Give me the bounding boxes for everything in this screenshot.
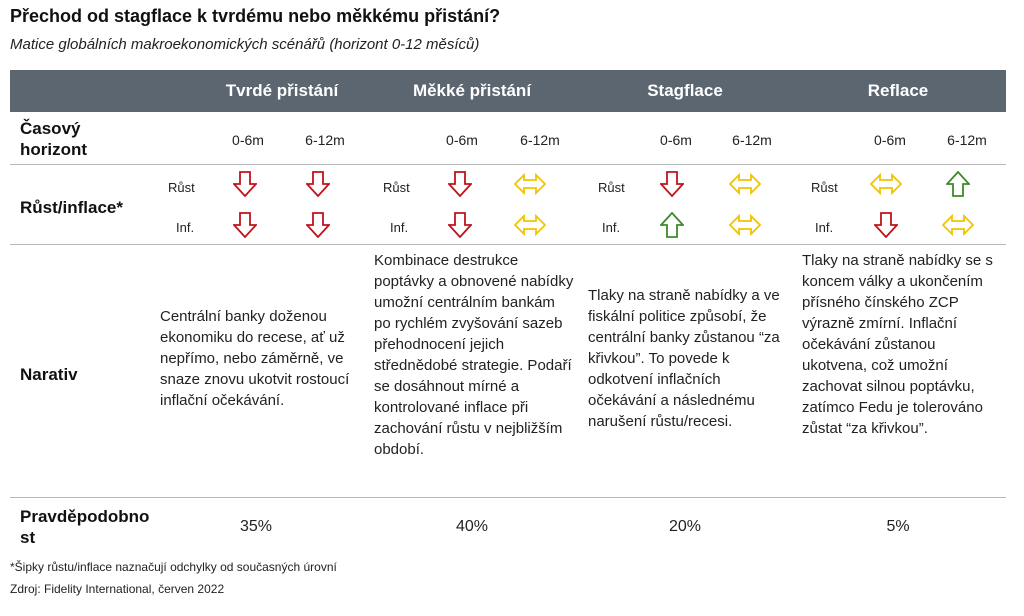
indicator-growth-label: Růst (383, 180, 410, 195)
narrative-stagflation: Tlaky na straně nabídky a ve fiskální politice způsobí, že centrální banky zůstanou “za křivkou”. To povede k odkotvení inflačních očekávání a následnému narušení růstu/recesi. (588, 287, 780, 430)
arrow-down-icon (306, 171, 330, 197)
arrow-flat-icon (514, 173, 546, 195)
horizon-short: 0-6m (874, 132, 906, 148)
arrow-up-icon (660, 212, 684, 238)
probability-soft-landing: 40% (455, 518, 489, 535)
footnote: *Šipky růstu/inflace naznačují odchylky od současných úrovní (10, 560, 337, 574)
arrow-down-icon (448, 171, 472, 197)
indicator-inflation-label: Inf. (815, 220, 834, 235)
arrow-flat-icon (942, 214, 974, 236)
row-label-horizon: Časový horizont (20, 119, 88, 159)
page-title: Přechod od stagflace k tvrdému nebo měkkému přistání? (10, 6, 501, 26)
indicator-growth-label: Růst (598, 180, 625, 195)
row-label-narrative: Narativ (20, 365, 78, 384)
probability-reflation: 5% (886, 518, 910, 535)
arrow-down-icon (233, 171, 257, 197)
scenario-header-soft-landing: Měkké přistání (412, 81, 532, 100)
narrative-hard-landing: Centrální banky doženou ekonomiku do recese, ať už nepřímo, nebo záměrně, ve snaze znovu ukotvit rostoucí inflační očekávání. (160, 308, 350, 409)
row-divider (10, 164, 1006, 165)
probability-stagflation: 20% (668, 518, 702, 535)
row-divider (10, 497, 1006, 498)
page-subtitle: Matice globálních makroekonomických scénářů (horizont 0-12 měsíců) (10, 36, 480, 53)
arrow-flat-icon (870, 173, 902, 195)
indicator-growth-label: Růst (811, 180, 838, 195)
narrative-soft-landing: Kombinace destrukce poptávky a obnovené nabídky umožní centrálním bankám po rychlém zvyšování sazeb přehodnocení jejich střednědobé strategie. Podaří se dosáhnout mírné a kontrolované inflace při zachování růstu v nejbližším období. (374, 252, 574, 458)
indicator-inflation-label: Inf. (390, 220, 409, 235)
arrow-down-icon (660, 171, 684, 197)
row-label-growth-inflation: Růst/inflace* (20, 198, 123, 217)
horizon-short: 0-6m (232, 132, 264, 148)
row-divider (10, 244, 1006, 245)
horizon-long: 6-12m (947, 132, 987, 148)
arrow-down-icon (306, 212, 330, 238)
arrow-down-icon (874, 212, 898, 238)
arrow-up-icon (946, 171, 970, 197)
arrow-flat-icon (514, 214, 546, 236)
horizon-long: 6-12m (732, 132, 772, 148)
scenario-header-hard-landing: Tvrdé přistání (225, 81, 339, 100)
arrow-flat-icon (729, 173, 761, 195)
horizon-long: 6-12m (305, 132, 345, 148)
indicator-inflation-label: Inf. (176, 220, 195, 235)
horizon-long: 6-12m (520, 132, 560, 148)
scenario-header-reflation: Reflace (867, 81, 929, 100)
row-label-probability: Pravděpodobnost (20, 507, 150, 547)
horizon-short: 0-6m (446, 132, 478, 148)
narrative-reflation: Tlaky na straně nabídky se s koncem války a ukončením přísného čínského ZCP výrazně zmírní. Inflační očekávání zůstanou ukotvena, což umožní zachovat silnou poptávku, zatímco Fedu je tolerováno zůstat “za křivkou”. (802, 252, 993, 437)
indicator-inflation-label: Inf. (602, 220, 621, 235)
arrow-down-icon (448, 212, 472, 238)
arrow-flat-icon (729, 214, 761, 236)
arrow-down-icon (233, 212, 257, 238)
scenario-header-stagflation: Stagflace (647, 81, 723, 100)
scenario-header-bar (10, 70, 1006, 112)
horizon-short: 0-6m (660, 132, 692, 148)
indicator-growth-label: Růst (168, 180, 195, 195)
source-note: Zdroj: Fidelity International, červen 2022 (10, 582, 225, 596)
probability-hard-landing: 35% (239, 518, 273, 535)
